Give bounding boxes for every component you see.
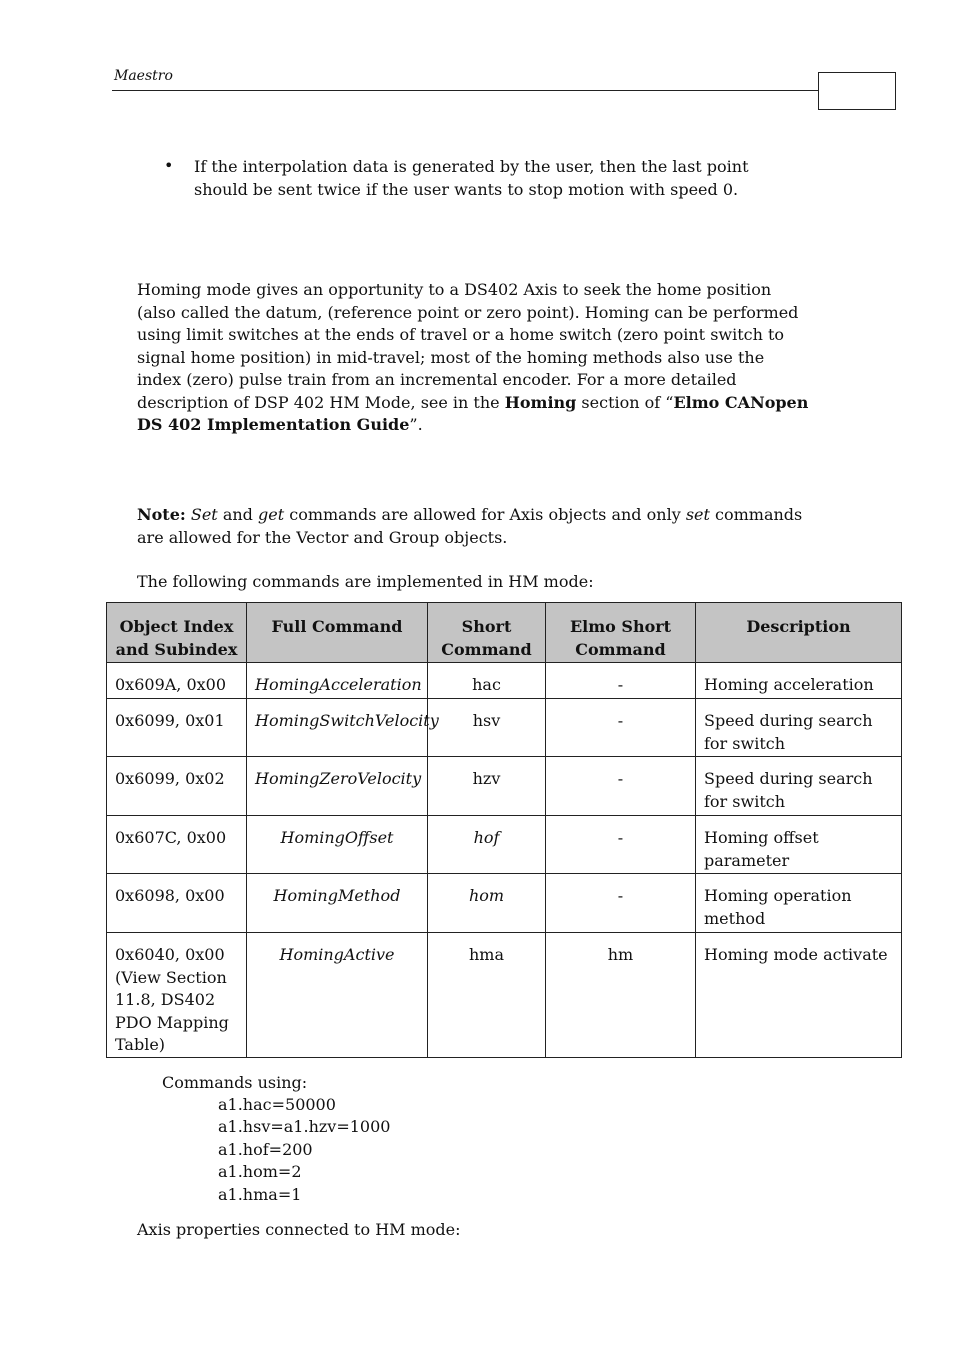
cell-index: 0x6098, 0x00 (107, 874, 247, 933)
cell-short-command: hzv (428, 757, 546, 816)
header-full-command: Full Command (247, 603, 428, 663)
cell-full-command: HomingMethod (247, 874, 428, 933)
table-row (107, 874, 902, 933)
usage-line: a1.hof=200 (218, 1140, 313, 1159)
cell-index: 0x6040, 0x00 (View Section 11.8, DS402 PDO Mapping Table) (107, 933, 247, 1058)
intro-bold-homing: Homing (504, 392, 577, 412)
intro-text-c: ”. (409, 415, 423, 434)
usage-line: a1.hma=1 (218, 1185, 302, 1204)
note-label: Note: (137, 505, 186, 524)
intro-text-b: section of “ (576, 392, 674, 412)
cell-short-command: hac (428, 663, 546, 699)
cell-elmo-short: - (546, 699, 696, 757)
table-row (107, 933, 902, 1058)
table-row (107, 663, 902, 699)
cell-full-command: HomingOffset (247, 816, 428, 874)
usage-heading: Commands using: (162, 1073, 308, 1092)
cell-full-command: HomingZeroVelocity (247, 757, 428, 816)
cell-description: Speed during search for switch (696, 699, 902, 757)
cell-full-command: HomingSwitchVelocity (247, 699, 428, 757)
cell-elmo-short: - (546, 874, 696, 933)
cell-elmo-short: hm (546, 933, 696, 1058)
note-set-2: set (685, 505, 710, 524)
header-description: Description (696, 603, 902, 663)
header-object-index: Object Index and Subindex (107, 603, 247, 663)
cell-short-command: hom (428, 874, 546, 933)
note-mid: commands are allowed for Axis objects and only (284, 505, 686, 524)
table-row (107, 816, 902, 874)
cell-full-command: HomingAcceleration (247, 663, 428, 699)
header-title: Maestro (114, 68, 173, 84)
cell-index: 0x6099, 0x02 (107, 757, 247, 816)
axis-properties-text: Axis properties connected to HM mode: (137, 1220, 461, 1239)
header-rule (112, 90, 819, 91)
cell-index: 0x6099, 0x01 (107, 699, 247, 757)
commands-table (106, 602, 902, 1058)
cell-description: Homing operation method (696, 874, 902, 933)
usage-line: a1.hac=50000 (218, 1095, 336, 1114)
table-header-row (107, 603, 902, 663)
table-row (107, 699, 902, 757)
cell-full-command: HomingActive (247, 933, 428, 1058)
cell-description: Speed during search for switch (696, 757, 902, 816)
note-end: commands are allowed for the Vector and Group objects. (137, 505, 803, 547)
cell-index: 0x607C, 0x00 (107, 816, 247, 874)
note-get: get (258, 505, 285, 524)
page-number-box (818, 72, 896, 110)
note-set: Set (190, 505, 218, 524)
cell-short-command: hof (428, 816, 546, 874)
header-short-command: Short Command (428, 603, 546, 663)
cell-elmo-short: - (546, 757, 696, 816)
note-paragraph (137, 504, 817, 549)
cell-index: 0x609A, 0x00 (107, 663, 247, 699)
bullet-marker: • (164, 156, 174, 175)
intro-text-a: Homing mode gives an opportunity to a DS402 Axis to seek the home position (also called the datum, (reference point or zero point). Homing can be performed using limit switches at the ends of travel or a home switch (zero point switch to signal home position) in mid-travel; most of the homing methods also use the index (zero) pulse train from an incremental encoder. For a more detailed description of DSP 402 HM Mode, see in the (137, 280, 799, 412)
usage-line: a1.hsv=a1.hzv=1000 (218, 1117, 391, 1136)
cell-elmo-short: - (546, 816, 696, 874)
usage-line: a1.hom=2 (218, 1162, 302, 1181)
header-elmo-short-command: Elmo Short Command (546, 603, 696, 663)
cell-short-command: hma (428, 933, 546, 1058)
cell-elmo-short: - (546, 663, 696, 699)
note-and: and (217, 505, 258, 524)
cell-description: Homing offset parameter (696, 816, 902, 874)
intro-bold-guide: Elmo CANopen DS 402 Implementation Guide (137, 392, 809, 434)
bullet-text: If the interpolation data is generated by the user, then the last point should be sent twice if the user wants to stop motion with speed 0. (194, 157, 749, 199)
cell-short-command: hsv (428, 699, 546, 757)
cell-description: Homing mode activate (696, 933, 902, 1058)
table-row (107, 757, 902, 816)
cell-description: Homing acceleration (696, 663, 902, 699)
following-commands-text: The following commands are implemented in HM mode: (137, 572, 594, 591)
homing-intro-paragraph (137, 279, 812, 437)
